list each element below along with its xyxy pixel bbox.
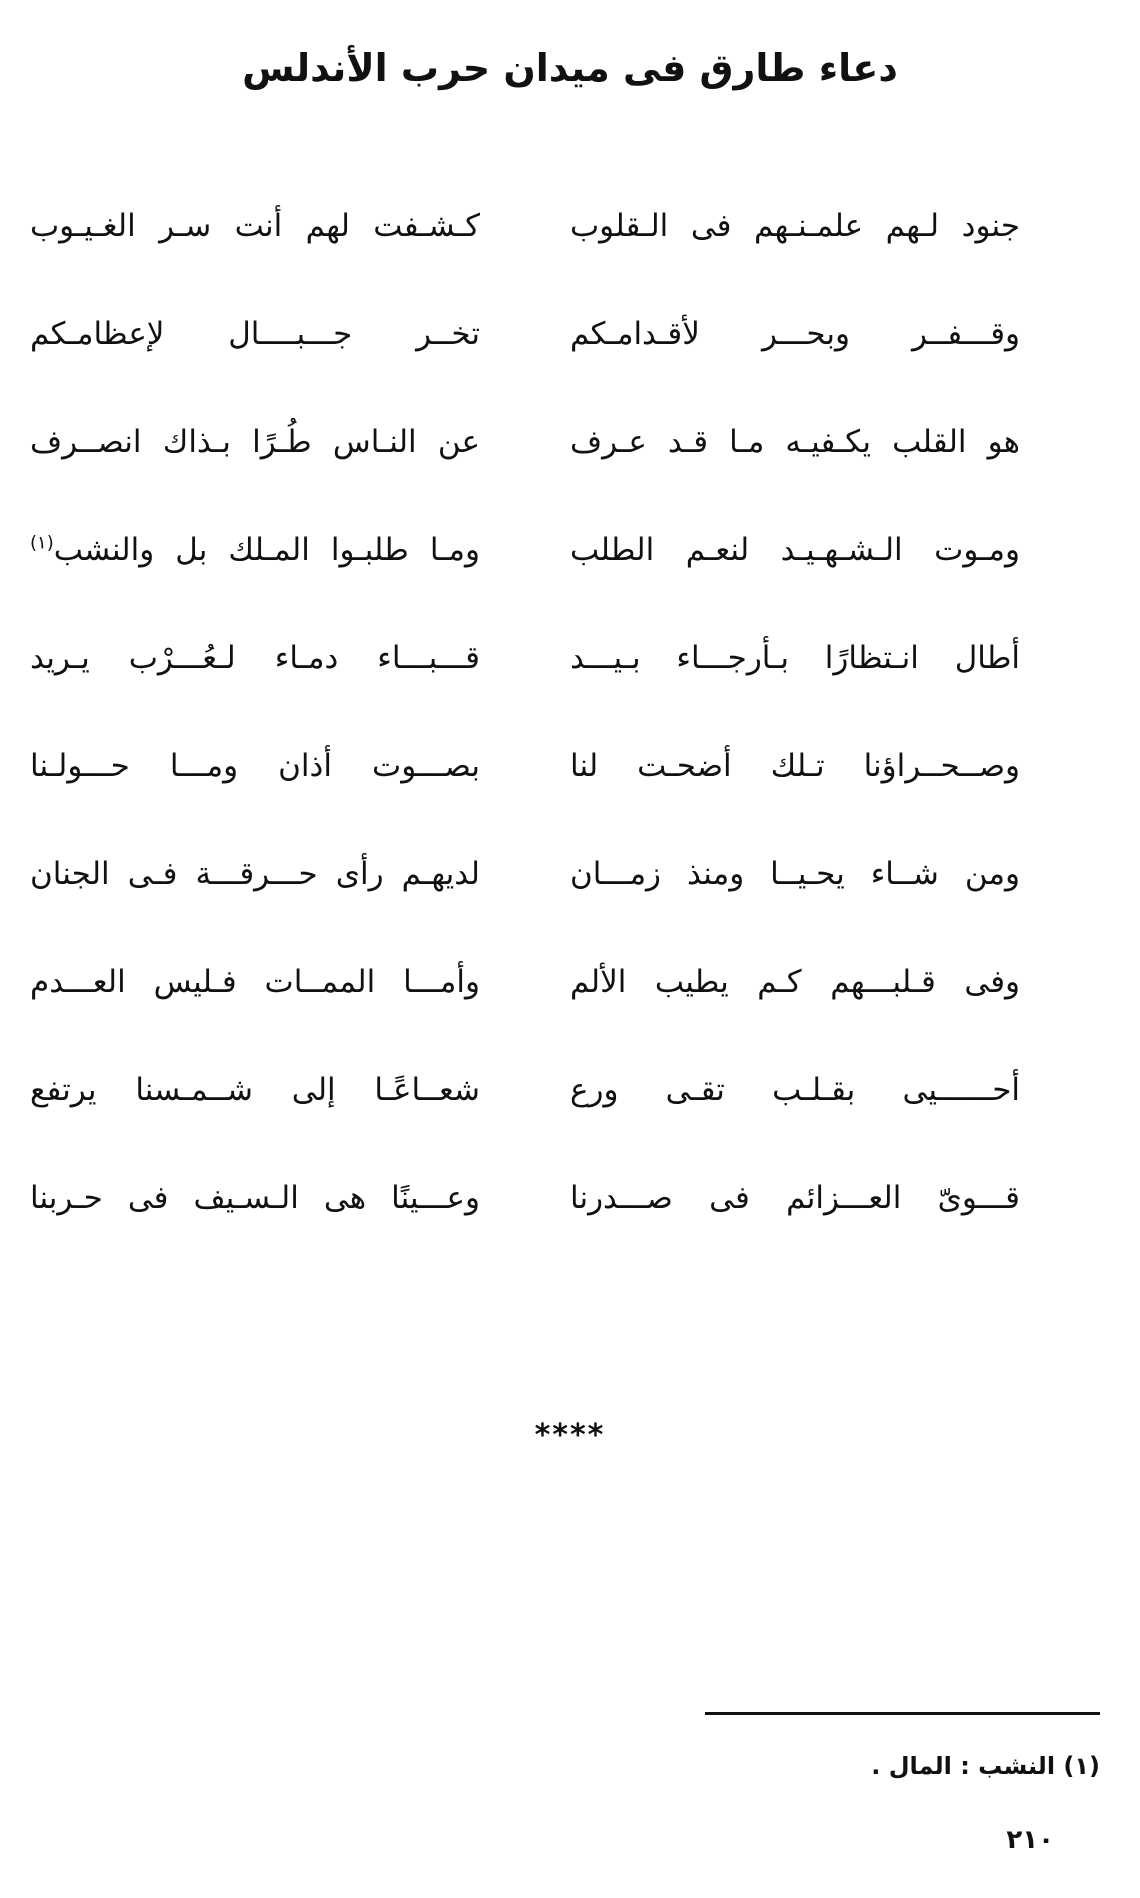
second-hemistich: قـــبـــاء دمـاء لـعُـــرْب يـريد [30,640,480,676]
second-hemistich: كـشـفت لهم أنت سـر الغـيـوب [30,208,480,244]
second-hemistich: وعـــينًا هى الـسـيف فى حـربنا [30,1180,480,1216]
verse-row [0,628,1140,736]
verse-row [0,952,1140,1060]
verse-row [0,1168,1140,1276]
first-hemistich: جنود لـهم علمـنـهم فى الـقلوب [570,208,1020,244]
verse-row [0,412,1140,520]
first-hemistich: ومـوت الـشـهـيـد لنعـم الطلب [570,532,1020,568]
footnote-reference: (١) [30,532,54,554]
first-hemistich: وفى قـلبـــهم كـم يطيب الألم [570,964,1020,1000]
second-hemistich: لديهـم رأى حـــرقـــة فـى الجنان [30,856,480,892]
second-hemistich: وأمـــا الممــات فـليس العـــدم [30,964,480,1000]
page-number: ٢١٠ [1006,1825,1054,1855]
verse-row [0,844,1140,952]
second-hemistich: شعــاعًـا إلى شــمـسنا يرتفع [30,1072,480,1108]
verse-row [0,304,1140,412]
poem-title: دعاء طارق فى ميدان حرب الأندلس [242,46,898,90]
first-hemistich: قـــوىّ العـــزائم فى صـــدرنا [570,1180,1020,1216]
first-hemistich: أحــــــيى بقـلـب تقـى ورع [570,1072,1020,1108]
first-hemistich: وقـــفــر وبحـــر لأقـدامـكم [570,316,1020,352]
second-hemistich: تخــر جـــبــــال لإعظامـكم [30,316,480,352]
first-hemistich: أطال انـتظارًا بـأرجـــاء بـيـــد [570,640,1020,676]
poem-verses [0,196,1140,1276]
first-hemistich: ومن شــاء يحـيــا ومنذ زمـــان [570,856,1020,892]
verse-row [0,736,1140,844]
second-hemistich [30,520,480,580]
verse-row [0,520,1140,628]
footnote-divider [705,1712,1100,1715]
second-hemistich-text: ومـا طلبـوا المـلك بل والنشب [53,532,480,568]
second-hemistich: عن النـاس طُـرًا بـذاك انصــرف [30,424,480,460]
footnote: (١) النشب : المال . [871,1752,1100,1780]
section-separator: **** [534,1418,606,1453]
second-hemistich: بصـــوت أذان ومـــا حـــولـنا [30,748,480,784]
verse-row [0,1060,1140,1168]
verse-row [0,196,1140,304]
first-hemistich: هو القلب يكـفيـه مـا قـد عـرف [570,424,1020,460]
first-hemistich: وصــحــراؤنا تـلك أضحـت لنا [570,748,1020,784]
